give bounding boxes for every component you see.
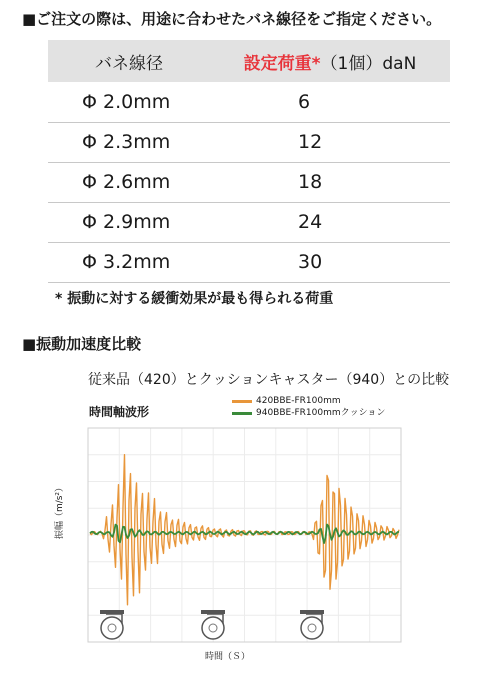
chart-legend <box>232 395 385 419</box>
x-axis-label: 時間（Ｓ） <box>205 652 251 662</box>
header-load-unit: （1個）daN <box>320 53 417 74</box>
load-cell: 30 <box>210 242 450 282</box>
caster-wheel-icon <box>100 610 124 639</box>
spring-diameter-cell: Φ 2.0mm <box>48 82 210 122</box>
load-footnote: * 振動に対する緩衝効果が最も得られる荷重 <box>55 291 334 307</box>
caster-wheel-icon <box>201 610 225 639</box>
legend-label-420: 420BBE-FR100mm <box>256 396 341 406</box>
legend-label-940: 940BBE-FR100mmクッション <box>256 408 386 418</box>
order-notice: ■ご注文の際は、用途に合わせたバネ線径をご指定ください。 <box>22 10 442 28</box>
caster-wheel-icon <box>300 610 324 639</box>
header-load-main: 設定荷重* <box>243 53 321 74</box>
load-cell: 24 <box>210 202 450 242</box>
legend-item-940 <box>232 407 385 419</box>
spring-diameter-cell: Φ 2.9mm <box>48 202 210 242</box>
load-cell: 18 <box>210 162 450 202</box>
chart-heading: 従来品（420）とクッションキャスター（940）との比較 <box>88 372 450 388</box>
legend-item-420 <box>232 395 385 407</box>
spring-diameter-cell: Φ 3.2mm <box>48 242 210 282</box>
legend-swatch-420 <box>232 400 252 403</box>
section-title: ■振動加速度比較 <box>22 335 142 353</box>
spring-diameter-cell: Φ 2.6mm <box>48 162 210 202</box>
load-cell: 12 <box>210 122 450 162</box>
caster-wheel-icons <box>100 610 324 639</box>
header-spring-diameter: バネ線径 <box>48 40 210 82</box>
legend-swatch-940 <box>232 412 252 415</box>
spring-diameter-cell: Φ 2.3mm <box>48 122 210 162</box>
load-cell: 6 <box>210 82 450 122</box>
waveform-label: 時間軸波形 <box>89 405 150 419</box>
y-axis-label: 振幅（m/s²） <box>55 482 65 540</box>
